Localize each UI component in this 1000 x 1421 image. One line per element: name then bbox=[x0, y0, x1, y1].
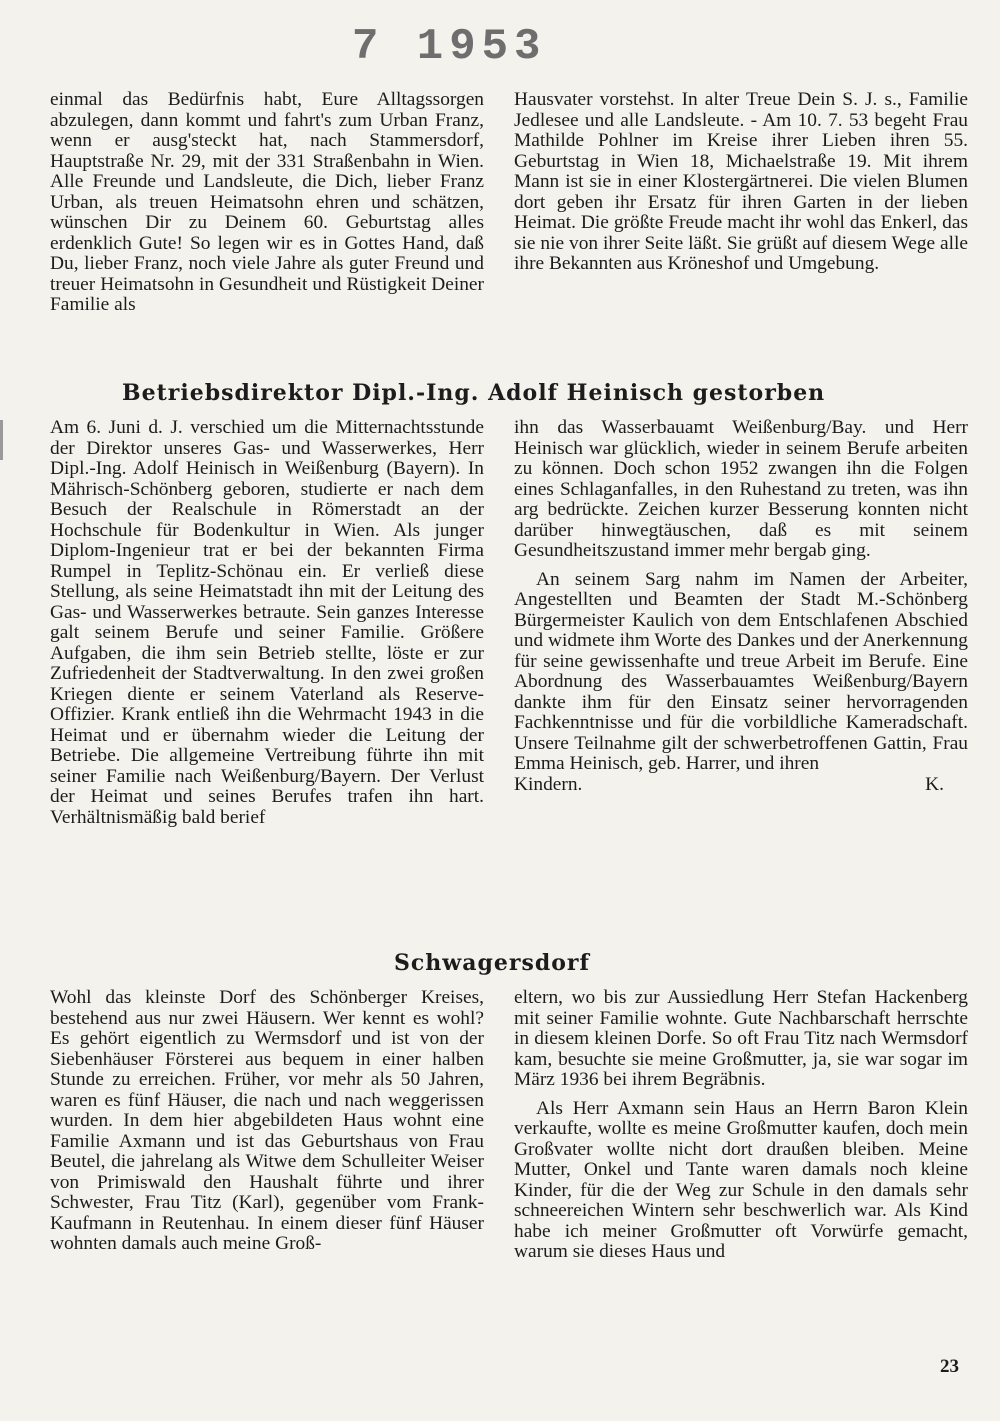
section1-right-text: Hausvater vorstehst. In alter Treue Dein S. J. s., Familie Jedlesee und alle Landsleute. - Am 10. 7. 53 begeht Frau Mathilde Pohlner im Kreise ihrer Lieben ihren 55. Geburtstag in Wien 18, Michaelstraße 19. Mit ihrem Mann ist sie in einer Klostergärtnerei. Die vielen Blumen dort geben ihr Ersatz für ihren Garten in der lieben Heimat. Die größte Freude macht ihr wohl das Enkerl, das sie nie von ihrer Seite läßt. Sie grüßt auf diesem Wege alle ihre Bekannten aus Kröneshof und Umgebung. bbox=[514, 89, 968, 274]
schwagersdorf-left-column bbox=[50, 988, 484, 1255]
schwagersdorf-left-text: Wohl das kleinste Dorf des Schönberger Kreises, bestehend aus nur zwei Häusern. Wer kennt es wohl? Es gehört eigentlich zu Wermsdorf und ist von der Siebenhäuser Försterei aus bequem in einer halben Stunde zu erreichen. Früher, vor mehr als 50 Jahren, waren es fünf Häuser, die nach und nach weggerissen wurden. In dem hier abgebildeten Haus wohnt eine Familie Axmann und ist das Geburtshaus von Frau Beutel, die jahrelang als Witwe dem Schulleiter Weiser von Primiswald den Haushalt führte und ihrer Schwester, Frau Titz (Karl), gegenüber vom Frank-Kaufmann in Reutenhau. In einem dieser fünf Häuser wohnten damals auch meine Groß- bbox=[50, 987, 484, 1254]
scan-edge-mark bbox=[0, 420, 3, 460]
obituary-right-para2: An seinem Sarg nahm im Namen der Arbeiter, Angestellten und Beamten der Stadt M.-Schönberg Bürgermeister Kaulich von dem Entschlafenen Abschied und widmete ihm Worte des Dankes und der Anerkennung für seine gewissenhafte und treue Arbeit im Berufe. Eine Abordnung des Wasserbauamtes Weißenburg/Bayern dankte ihm für den Einsatz seiner hervorragenden Fachkenntnisse und für die vorbildliche Kameradschaft. Unsere Teilnahme gilt der schwerbetroffenen Gattin, Frau Emma Heinisch, geb. Harrer, und ihren bbox=[514, 568, 968, 774]
section1-right-column bbox=[514, 90, 968, 275]
obituary-last-word: Kindern. bbox=[514, 773, 583, 795]
section1-left-column bbox=[50, 90, 484, 316]
obituary-closing-line bbox=[514, 775, 968, 796]
obituary-left-text: Am 6. Juni d. J. verschied um die Mitternachtsstunde der Direktor unseres Gas- und Wasserwerkes, Herr Dipl.-Ing. Adolf Heinisch in Weißenburg (Bayern). In Mährisch-Schönberg geboren, studierte er nach dem Besuch der Realschule in Römerstadt an der Hochschule für Bodenkultur in Wien. Als junger Diplom-Ingenieur trat er bei der bekannten Firma Rumpel in Teplitz-Schönau ein. Er verließ diese Stellung, als seine Heimatstadt ihn mit der Leitung des Gas- und Wasserwerkes betraute. Sein ganzes Interesse galt seinem Berufe und seiner Familie. Größere Aufgaben, die ihm sein Betrieb stellte, löste er zur Zufriedenheit der Stadtverwaltung. In den zwei großen Kriegen diente er seinem Vaterland als Reserve-Offizier. Krank entließ ihn die Wehrmacht 1943 in die Heimat und er übernahm wieder die Leitung der Betriebe. Die allgemeine Vertreibung führte ihn mit seiner Familie nach Weißenburg/Bayern. Der Verlust der Heimat und seines Berufes trafen ihn hart. Verhältnismäßig bald berief bbox=[50, 417, 484, 828]
obituary-signature: K. bbox=[925, 773, 944, 795]
obituary-heading: Betriebsdirektor Dipl.-Ing. Adolf Heinisch gestorben bbox=[122, 380, 826, 406]
schwagersdorf-right-para2: Als Herr Axmann sein Haus an Herrn Baron Klein verkaufte, wollte es meine Großmutter kaufen, doch mein Großvater wollte nicht dort draußen bleiben. Meine Mutter, Onkel und Tante waren damals noch kleine Kinder, für die der Weg zur Schule in den damals sehr schneereichen Wintern sehr beschwerlich war. Als Kind habe ich meiner Großmutter oft Vorwürfe gemacht, warum sie dieses Haus und bbox=[514, 1097, 968, 1262]
schwagersdorf-right-column bbox=[514, 988, 968, 1263]
obituary-left-column bbox=[50, 418, 484, 828]
obituary-right-column bbox=[514, 418, 968, 795]
page-number: 23 bbox=[940, 1356, 959, 1377]
obituary-right-para1: ihn das Wasserbauamt Weißenburg/Bay. und Herr Heinisch war glücklich, wieder in seinem Berufe arbeiten zu können. Doch schon 1952 zwangen ihn die Folgen eines Schlaganfalles, in den Ruhestand zu treten, was ihn arg bedrückte. Zeichen kurzer Besserung konnten nicht darüber hinwegtäuschen, daß es mit seinem Gesundheitszustand immer mehr bergab ging. bbox=[514, 417, 968, 561]
date-stamp: 7 1953 bbox=[352, 22, 547, 72]
schwagersdorf-right-para1: eltern, wo bis zur Aussiedlung Herr Stefan Hackenberg mit seiner Familie wohnte. Gute Nachbarschaft herrschte in diesem kleinen Dorfe. So oft Frau Titz nach Wermsdorf kam, besuchte sie meine Großmutter, ja, sie war sogar im März 1936 bei ihrem Begräbnis. bbox=[514, 987, 968, 1090]
section1-left-text: einmal das Bedürfnis habt, Eure Alltagssorgen abzulegen, dann kommt und fahrt's zum Urban Franz, wenn er ausg'steckt hat, nach Stammersdorf, Hauptstraße Nr. 29, mit der 331 Straßenbahn in Wien. Alle Freunde und Landsleute, die Dich, lieber Franz Urban, als treuen Heimatsohn ehren und schätzen, wünschen Dir zu Deinem 60. Geburtstag alles erdenklich Gute! So legen wir es in Gottes Hand, daß Du, lieber Franz, noch viele Jahre als guter Freund und treuer Heimatsohn in Gesundheit und Rüstigkeit Deiner Familie als bbox=[50, 89, 484, 315]
schwagersdorf-heading: Schwagersdorf bbox=[394, 950, 590, 976]
